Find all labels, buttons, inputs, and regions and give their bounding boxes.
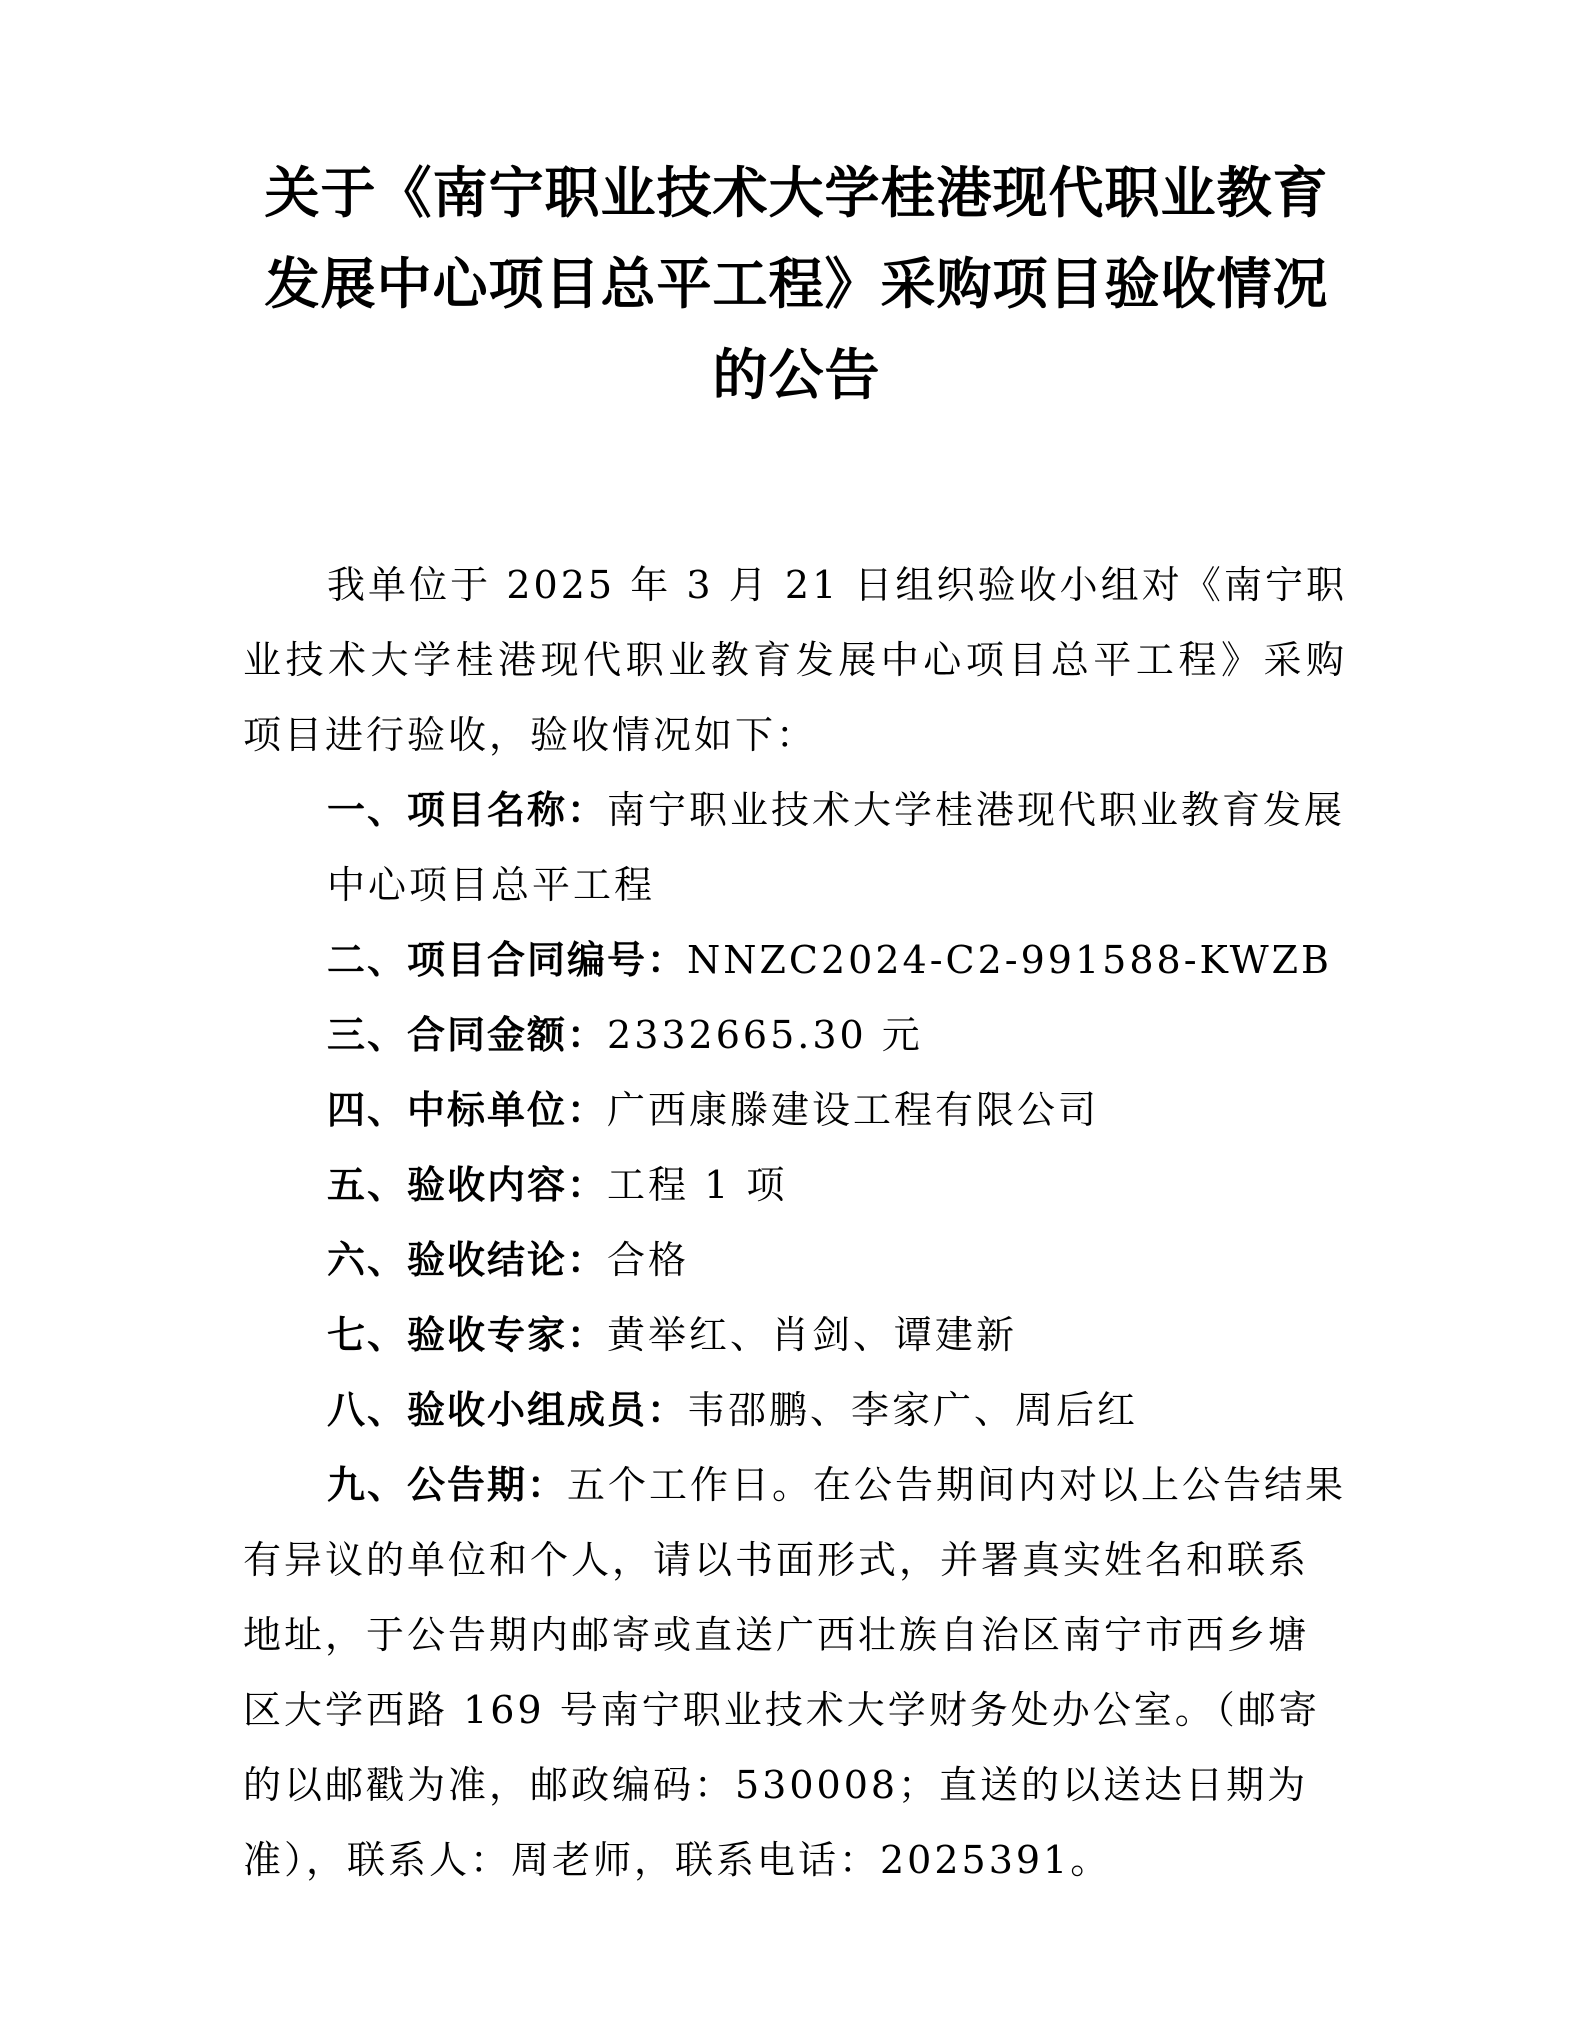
- item-acceptance-conclusion: [243, 1223, 1347, 1298]
- item-acceptance-members: [243, 1373, 1347, 1448]
- item-label: 二、项目合同编号：: [327, 938, 688, 982]
- item-contract-amount: [243, 998, 1347, 1073]
- document-body: [243, 548, 1347, 1898]
- item-label: 一、项目名称：: [327, 788, 608, 832]
- item-value: NNZC2024-C2-991588-KWZB: [687, 938, 1332, 982]
- item-value: 工程 1 项: [607, 1163, 788, 1207]
- item-label: 八、验收小组成员：: [327, 1388, 688, 1432]
- item-winning-bidder: [243, 1073, 1347, 1148]
- item-label: 四、中标单位：: [327, 1088, 608, 1132]
- title-line-1: 关于《南宁职业技术大学桂港现代职业教育: [264, 160, 1329, 225]
- item-label: 七、验收专家：: [327, 1313, 608, 1357]
- item-label: 五、验收内容：: [327, 1163, 608, 1207]
- item-project-name: [243, 773, 1347, 923]
- item-value: 韦邵鹏、李家广、周后红: [687, 1388, 1139, 1432]
- item-contract-number: [243, 923, 1347, 998]
- item-label: 六、验收结论：: [327, 1238, 608, 1282]
- intro-paragraph: 我单位于 2025 年 3 月 21 日组织验收小组对《南宁职业技术大学桂港现代职业教育发展中心项目总平工程》采购项目进行验收，验收情况如下：: [243, 563, 1347, 757]
- title-line-2: 发展中心项目总平工程》采购项目验收情况: [264, 251, 1329, 316]
- item-notice-period: [243, 1448, 1347, 1898]
- item-value: 广西康滕建设工程有限公司: [607, 1088, 1100, 1132]
- item-value: 合格: [607, 1238, 690, 1282]
- item-label: 三、合同金额：: [327, 1013, 608, 1057]
- item-value: 黄举红、肖剑、谭建新: [607, 1313, 1018, 1357]
- item-acceptance-experts: [243, 1298, 1347, 1373]
- item-value: 2332665.30 元: [607, 1013, 923, 1057]
- item-value: 五个工作日。在公告期间内对以上公告结果有异议的单位和个人，请以书面形式，并署真实姓名和联系地址，于公告期内邮寄或直送广西壮族自治区南宁市西乡塘区大学西路 169 号南宁职业技术大学财务处办公室。（邮寄的以邮戳为准，邮政编码：530008；直送的以送达日期为准），联系人：周老师，联系电话：2025391。: [243, 1463, 1347, 1882]
- title-line-3: 的公告: [712, 342, 881, 407]
- item-value: 南宁职业技术大学桂港现代职业教育发展中心项目总平工程: [327, 788, 1346, 907]
- item-acceptance-content: [243, 1148, 1347, 1223]
- item-label: 九、公告期：: [327, 1463, 568, 1507]
- document-title: [234, 147, 1359, 420]
